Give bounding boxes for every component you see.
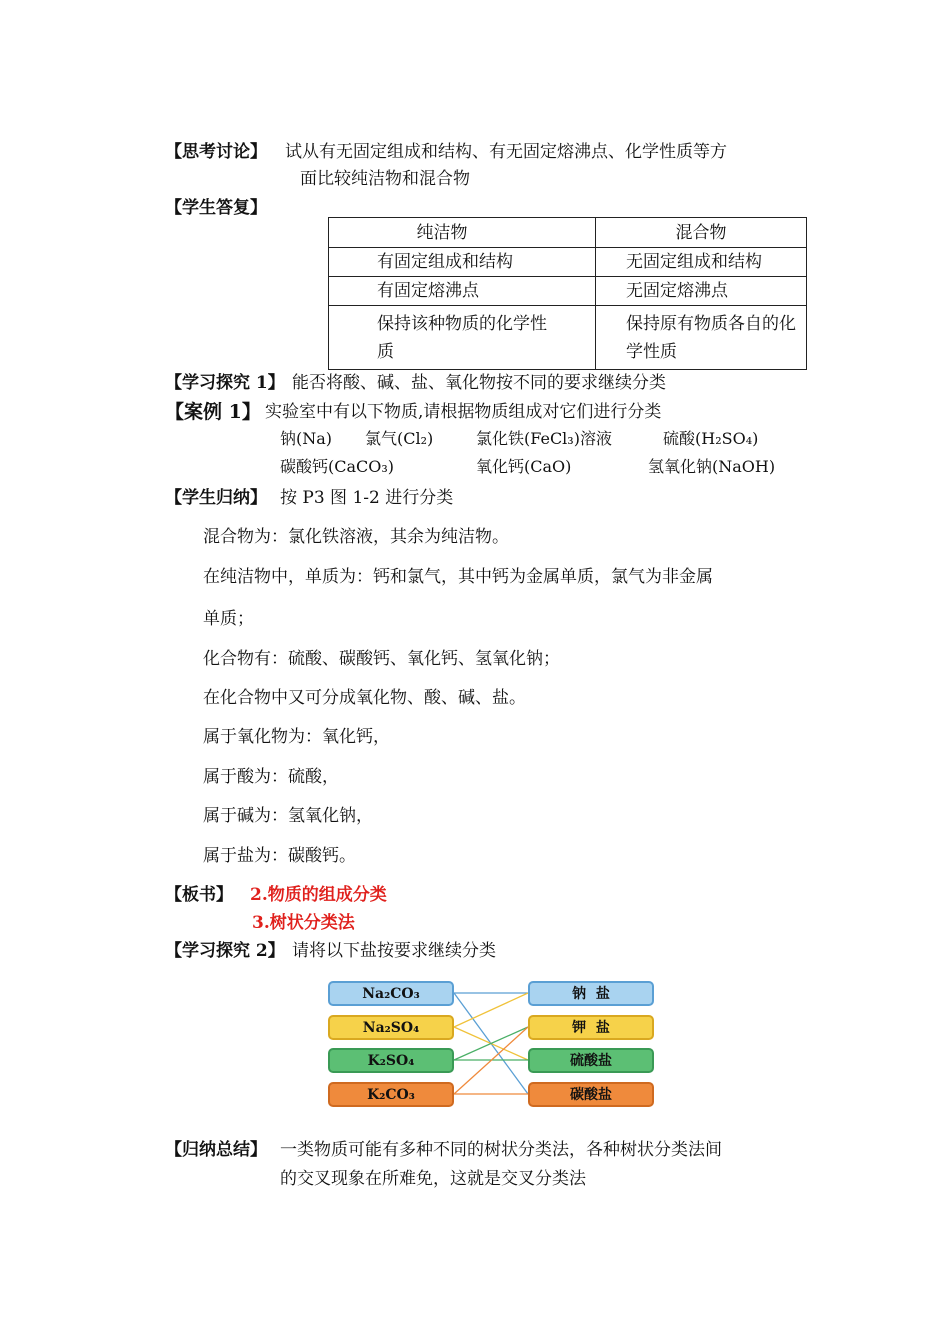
summary-line: 化合物有：硫酸、碳酸钙、氧化钙、氢氧化钠； <box>203 649 560 669</box>
salt-box-k2so4: K₂SO₄ <box>328 1048 454 1073</box>
case1-label: 【案例 1】 <box>165 401 261 423</box>
summary-label: 【学生归纳】 <box>165 488 267 508</box>
table-row <box>329 306 807 370</box>
table-cell: 有固定组成和结构 <box>377 252 513 272</box>
substance-item: 硫酸(H₂SO₄) <box>663 429 759 448</box>
explore1-label: 【学习探究 1】 <box>165 373 285 393</box>
connector-line <box>454 993 528 1027</box>
substance-item: 氯气(Cl₂) <box>365 429 434 448</box>
conclusion-line2: 的交叉现象在所难免，这就是交叉分类法 <box>280 1169 586 1189</box>
summary-text: 按 P3 图 1-2 进行分类 <box>280 488 454 508</box>
summary-line: 属于碱为：氢氧化钠， <box>203 806 373 826</box>
summary-line: 属于酸为：硫酸， <box>203 767 339 787</box>
board-item-2: 3.树状分类法 <box>252 913 355 933</box>
category-box-carbonate: 碳酸盐 <box>528 1082 654 1107</box>
summary-line: 在纯洁物中，单质为：钙和氯气，其中钙为金属单质，氯气为非金属 <box>203 567 713 587</box>
category-box-potassium-salt: 钾 盐 <box>528 1015 654 1040</box>
discussion-line1: 试从有无固定组成和结构、有无固定熔沸点、化学性质等方 <box>285 142 727 162</box>
table-cell: 无固定组成和结构 <box>626 252 762 272</box>
summary-line: 属于盐为：碳酸钙。 <box>203 846 356 866</box>
table-row <box>329 277 807 306</box>
substance-item: 氯化铁(FeCl₃)溶液 <box>476 429 612 448</box>
explore2-label: 【学习探究 2】 <box>165 941 285 961</box>
conclusion-label: 【归纳总结】 <box>165 1140 267 1160</box>
category-box-sulfate: 硫酸盐 <box>528 1048 654 1073</box>
explore1-text: 能否将酸、碱、盐、氧化物按不同的要求继续分类 <box>292 373 666 393</box>
table-cell: 无固定熔沸点 <box>626 281 728 301</box>
table-row <box>329 248 807 277</box>
board-label: 【板书】 <box>165 885 233 905</box>
salt-box-na2so4: Na₂SO₄ <box>328 1015 454 1040</box>
conclusion-line1: 一类物质可能有多种不同的树状分类法，各种树状分类法间 <box>280 1140 722 1160</box>
summary-line: 单质； <box>203 609 254 629</box>
cross-classification-diagram <box>328 978 658 1110</box>
table-header-cell: 纯洁物 <box>329 218 596 248</box>
category-box-sodium-salt: 钠 盐 <box>528 981 654 1006</box>
table-header-cell: 混合物 <box>596 218 807 248</box>
substance-item: 氢氧化钠(NaOH) <box>648 457 776 476</box>
substance-item: 钠(Na) <box>280 429 333 448</box>
comparison-table <box>328 217 807 370</box>
table-cell: 保持原有物质各自的化学性质 <box>626 314 796 362</box>
substance-item: 氧化钙(CaO) <box>476 457 572 476</box>
summary-line: 混合物为：氯化铁溶液，其余为纯洁物。 <box>203 527 509 547</box>
discussion-label: 【思考讨论】 <box>165 142 267 162</box>
explore2-text: 请将以下盐按要求继续分类 <box>292 941 496 961</box>
salt-box-na2co3: Na₂CO₃ <box>328 981 454 1006</box>
discussion-line2: 面比较纯洁物和混合物 <box>300 169 470 189</box>
summary-line: 在化合物中又可分成氧化物、酸、碱、盐。 <box>203 688 526 708</box>
summary-line: 属于氧化物为：氧化钙， <box>203 727 390 747</box>
table-cell: 有固定熔沸点 <box>377 281 479 301</box>
table-cell: 保持该种物质的化学性质 <box>377 314 547 362</box>
board-item-1: 2.物质的组成分类 <box>250 885 387 905</box>
case1-text: 实验室中有以下物质,请根据物质组成对它们进行分类 <box>265 402 662 422</box>
student-answer-label: 【学生答复】 <box>165 198 267 218</box>
salt-box-k2co3: K₂CO₃ <box>328 1082 454 1107</box>
substance-item: 碳酸钙(CaCO₃) <box>280 457 395 476</box>
